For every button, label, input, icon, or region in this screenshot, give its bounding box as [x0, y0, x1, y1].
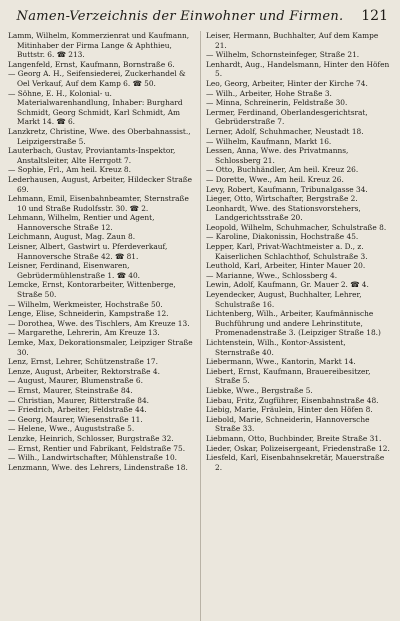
directory-entry: — Wilh., Arbeiter, Hohe Straße 3.	[206, 88, 332, 98]
directory-entry: Leiser, Hermann, Buchhalter, Auf dem Kampe 21.	[206, 31, 379, 50]
directory-entry: — Minna, Schreinerin, Feldstraße 30.	[206, 98, 348, 108]
directory-entry: — Söhne, E. H., Kolonial- u. Materialwarenhandlung, Inhaber: Burghard Schmidt, Georg Schmidt, Karl Schmidt, Am Markt 14. ☎ 6.	[8, 88, 183, 127]
directory-entry: Liebert, Ernst, Kaufmann, Brauereibesitzer, Straße 5.	[206, 366, 371, 386]
directory-entry: — Wilhelm, Schornsteinfeger, Straße 21.	[206, 50, 360, 60]
directory-entry: — Ernst, Rentier und Fabrikant, Feldstraße 75.	[8, 443, 186, 453]
directory-entry: Lenzke, Heinrich, Schlosser, Burgstraße 32.	[8, 433, 174, 443]
directory-entry: Lederhausen, August, Arbeiter, Hildecker Straße 69.	[8, 174, 193, 194]
directory-entry: Liesfeld, Karl, Eisenbahnsekretär, Mauerstraße 2.	[206, 453, 385, 472]
directory-entry: — Ernst, Maurer, Steinstraße 84.	[8, 385, 133, 395]
directory-columns	[8, 31, 392, 621]
right-column	[200, 31, 392, 621]
directory-entry: — Friedrich, Arbeiter, Feldstraße 44.	[8, 405, 147, 415]
directory-entry: Leuthold, Karl, Arbeiter, Hinter Mauer 20.	[206, 261, 366, 271]
directory-entry: Leisner, Albert, Gastwirt u. Pferdeverkauf, Hannoversche Straße 42. ☎ 81.	[8, 242, 168, 261]
directory-entry: Lieder, Oskar, Polizeisergeant, Friedenstraße 12.	[206, 443, 390, 453]
directory-entry: — Marianne, Wwe., Schlossberg 4.	[206, 270, 338, 280]
directory-entry: Lerner, Adolf, Schuhmacher, Neustadt 18.	[206, 126, 364, 136]
page-number: 121	[361, 8, 388, 24]
directory-entry: — Christian, Maurer, Ritterstraße 84.	[8, 395, 149, 405]
directory-entry: Leonhardt, Wwe. des Stationsvorstehers, Landgerichtsstraße 20.	[206, 203, 361, 223]
directory-entry: Leisner, Ferdinand, Eisenwaren, Gebrüdermühlenstraße 1. ☎ 40.	[8, 261, 141, 280]
directory-entry: Langenfeld, Ernst, Kaufmann, Bornstraße 6.	[8, 59, 175, 69]
directory-entry: Lanzkretz, Christine, Wwe. des Oberbahnassist., Leipzigerstraße 5.	[8, 126, 191, 146]
directory-entry: Lichtenberg, Wilh., Arbeiter, Kaufmännische Buchführung und andere Lehrinstitute, Promenadenstraße 3. (Leipziger Straße 18.)	[206, 309, 381, 338]
directory-entry: Lenzmann, Wwe. des Lehrers, Lindenstraße 18.	[8, 462, 188, 472]
directory-entry: Lichtenstein, Wilh., Kontor-Assistent, Sternstraße 40.	[206, 338, 346, 357]
page-title: Namen-Verzeichnis der Einwohner und Firmen.	[16, 9, 344, 24]
directory-entry: Liebig, Marie, Fräulein, Hinter den Höfen 8.	[206, 405, 373, 415]
directory-entry: Lemcke, Ernst, Kontorarbeiter, Wittenberge, Straße 50.	[8, 280, 176, 300]
directory-entry: Lamm, Wilhelm, Kommerzienrat und Kaufmann, Mitinhaber der Firma Lange & Aphthieu, Buttstr. 6. ☎ 213.	[8, 31, 190, 60]
directory-entry: Lenz, Ernst, Lehrer, Schützenstraße 17.	[8, 357, 158, 367]
directory-entry: — Wilhelm, Kaufmann, Markt 16.	[206, 136, 332, 146]
directory-entry: Liebau, Fritz, Zugführer, Eisenbahnstraße 48.	[206, 395, 379, 405]
directory-entry: — August, Maurer, Blumenstraße 6.	[8, 376, 143, 386]
directory-entry: Lemke, Max, Dekorationsmaler, Leipziger Straße 30.	[8, 338, 193, 357]
directory-entry: — Dorette, Wwe., Am heil. Kreuz 26.	[206, 174, 344, 184]
page-header	[8, 6, 392, 28]
directory-entry: Lenhardt, Aug., Handelsmann, Hinter den Höfen 5.	[206, 59, 390, 79]
directory-entry: — Margarethe, Lehrerin, Am Kreuze 13.	[8, 328, 160, 338]
directory-entry: Leichmann, August, Mag. Zaun 8.	[8, 232, 136, 242]
directory-entry: Lewin, Adolf, Kaufmann, Gr. Mauer 2. ☎ 4.	[206, 280, 369, 290]
directory-entry: — Dorothea, Wwe. des Tischlers, Am Kreuze 13.	[8, 318, 190, 328]
directory-entry: Leo, Georg, Arbeiter, Hinter der Kirche 74.	[206, 78, 368, 88]
directory-entry: Levy, Robert, Kaufmann, Tribunalgasse 34.	[206, 184, 368, 194]
directory-entry: Leopold, Wilhelm, Schuhmacher, Schulstraße 8.	[206, 222, 387, 232]
directory-entry: — Georg, Maurer, Wiesenstraße 11.	[8, 414, 143, 424]
directory-entry: Lenge, Elise, Schneiderin, Kampstraße 12.	[8, 309, 169, 319]
directory-entry: Lauterbach, Gustav, Proviantamts-Inspektor, Anstaltsleiter, Alte Herrgott 7.	[8, 146, 176, 165]
directory-entry: Leyendecker, August, Buchhalter, Lehrer, Schulstraße 16.	[206, 290, 362, 309]
directory-entry: Liebke, Wwe., Bergstraße 5.	[206, 385, 313, 395]
directory-entry: Lenze, August, Arbeiter, Rektorstraße 4.	[8, 366, 160, 376]
directory-entry: Lehmann, Emil, Eisenbahnbeamter, Sternstraße 10 und Straße Rudolfsstr. 30. ☎ 2.	[8, 194, 189, 213]
directory-entry: — Karoline, Diakonissin, Hochstraße 45.	[206, 232, 359, 242]
left-column	[8, 31, 200, 621]
directory-entry: Liebold, Marie, Schneiderin, Hannoversche Straße 33.	[206, 414, 370, 434]
directory-entry: — Otto, Buchhändler, Am heil. Kreuz 26.	[206, 165, 359, 175]
directory-entry: — Wilh., Landwirtschafter, Mühlenstraße 10.	[8, 453, 178, 463]
directory-entry: Lehmann, Wilhelm, Rentier und Agent, Hannoversche Straße 12.	[8, 213, 155, 232]
directory-entry: — Helene, Wwe., Auguststraße 5.	[8, 424, 135, 434]
directory-entry: Liebmann, Otto, Buchbinder, Breite Straße 31.	[206, 433, 382, 443]
directory-entry: Lepper, Karl, Privat-Wachtmeister a. D., z. Kaiserlichen Schlachthof, Schulstraße 3.	[206, 242, 368, 261]
directory-entry: — Wilhelm, Werkmeister, Hochstraße 50.	[8, 299, 163, 309]
directory-entry: Lieger, Otto, Wirtschafter, Bergstraße 2.	[206, 194, 358, 204]
directory-entry: Lessen, Anna, Wwe. des Privatmanns, Schlossberg 21.	[206, 146, 349, 165]
directory-entry: Lermer, Ferdinand, Oberlandesgerichtsrat, Gebrüderstraße 7.	[206, 107, 368, 127]
directory-entry: — Georg A. H., Seifensiederei, Zuckerhandel & Oel Verkauf, Auf dem Kamp 6. ☎ 50.	[8, 69, 186, 88]
directory-entry: Liebermann, Wwe., Kantorin, Markt 14.	[206, 357, 356, 367]
directory-entry: — Sophie, Frl., Am heil. Kreuz 8.	[8, 165, 131, 175]
